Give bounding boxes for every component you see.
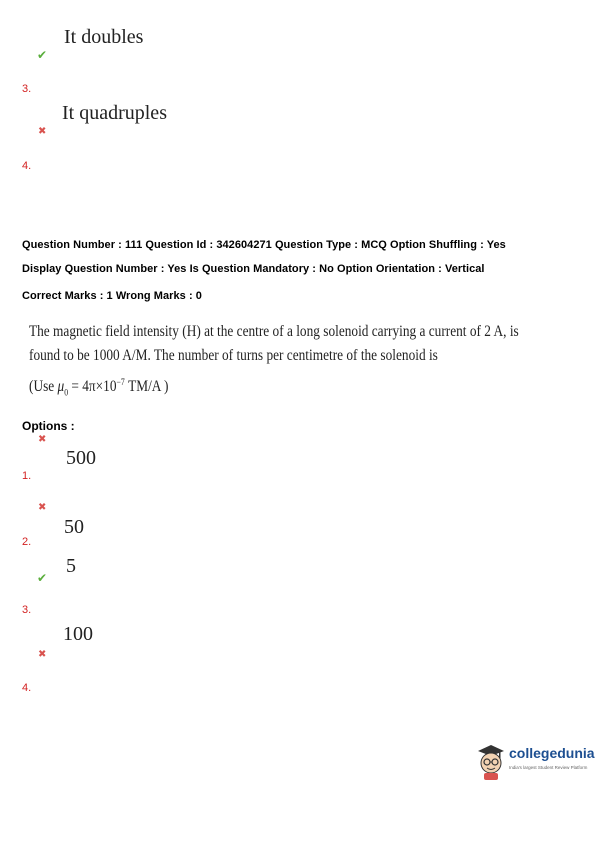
question-meta-line-1: Question Number : 111 Question Id : 342604271 Question Type : MCQ Option Shuffling : Yes <box>22 239 506 251</box>
option-text: 100 <box>63 623 93 645</box>
options-label: Options : <box>22 419 75 433</box>
question-marks: Correct Marks : 1 Wrong Marks : 0 <box>22 290 202 302</box>
question-text-line-1: The magnetic field intensity (H) at the centre of a long solenoid carrying a current of 2 A, is <box>29 323 519 340</box>
question-meta-line-2: Display Question Number : Yes Is Question Mandatory : No Option Orientation : Vertical <box>22 263 485 275</box>
check-icon: ✔ <box>37 571 48 585</box>
option-text: It doubles <box>64 26 144 48</box>
cross-icon: ✖ <box>38 126 47 137</box>
option-text: 5 <box>66 555 76 577</box>
cross-icon: ✖ <box>38 502 47 513</box>
cross-icon: ✖ <box>38 649 47 660</box>
logo-name: collegedunia <box>509 745 595 761</box>
option-number: 1. <box>22 470 32 482</box>
cross-icon: ✖ <box>38 434 47 445</box>
mascot-icon <box>475 743 507 781</box>
option-text: 500 <box>66 447 96 469</box>
mu-symbol: μ <box>57 378 65 396</box>
collegedunia-logo <box>475 743 595 783</box>
option-text: 50 <box>64 516 84 538</box>
option-number: 3. <box>22 604 32 616</box>
option-text: It quadruples <box>62 102 167 124</box>
option-number: 4. <box>22 160 32 172</box>
check-icon: ✔ <box>37 48 48 62</box>
option-number: 4. <box>22 682 32 694</box>
option-number: 2. <box>22 536 32 548</box>
option-number: 3. <box>22 83 32 95</box>
question-text-line-2: found to be 1000 A/M. The number of turns per centimetre of the solenoid is <box>29 347 438 364</box>
logo-tagline: India's largest Student Review Platform <box>509 765 588 770</box>
question-text-line-3: (Use $\mu_0 = 4\pi\times 10^{-7}$ TM/A ) <box>29 377 169 398</box>
